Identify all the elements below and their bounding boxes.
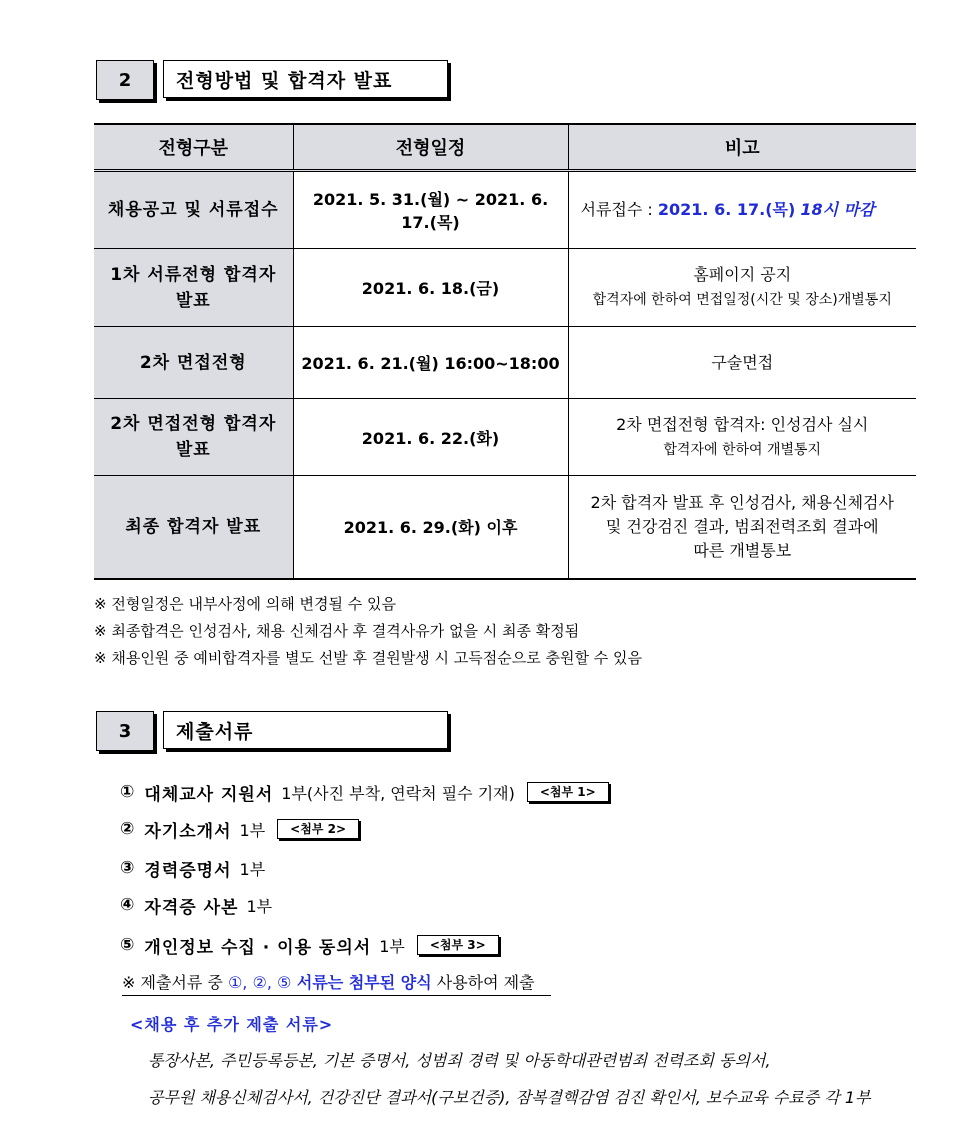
- table-header-row: [94, 124, 916, 171]
- schedule-table: [94, 123, 916, 580]
- remarks-cell: 서류접수 : 2021. 6. 17.(목) 18시 마감: [568, 171, 916, 249]
- submission-note: [122, 970, 551, 996]
- stage-cell: 1차 서류전형 합격자 발표: [94, 249, 293, 327]
- document-count: 1부: [379, 936, 405, 956]
- date-cell: 2021. 6. 18.(금): [293, 249, 568, 327]
- header-stage: 전형구분: [94, 124, 293, 171]
- extra-line: 공무원 채용신체검사서, 건강진단 결과서(구보건증), 잠복결핵감염 검진 확인서, 보수교육 수료증 각 1부: [148, 1088, 871, 1107]
- attachment-badge: <첨부 1>: [527, 782, 609, 802]
- attachment-badge: <첨부 2>: [277, 819, 359, 839]
- note-highlight-numbers: ①, ②, ⑤: [227, 973, 292, 992]
- remarks-cell: 2차 면접전형 합격자: 인성검사 실시 합격자에 한하여 개별통지: [568, 399, 916, 476]
- item-number: ③: [120, 858, 135, 878]
- document-name: 자기소개서: [144, 821, 232, 842]
- header-schedule: 전형일정: [293, 124, 568, 171]
- stage-cell: 2차 면접전형 합격자 발표: [94, 399, 293, 476]
- table-row: [94, 476, 916, 579]
- note-suffix: 사용하여 제출: [431, 973, 535, 992]
- date-cell: 2021. 6. 29.(화) 이후: [293, 476, 568, 579]
- note-line: ※ 최종합격은 인성검사, 채용 신체검사 후 결격사유가 없을 시 최종 확정됨: [94, 622, 580, 640]
- item-number: ②: [120, 819, 135, 839]
- section-3-title: 제출서류: [163, 711, 448, 749]
- attachment-badge: <첨부 3>: [417, 935, 499, 955]
- document-count: 1부: [246, 896, 273, 916]
- document-count: 1부: [239, 859, 266, 879]
- table-row: [94, 171, 916, 249]
- extra-line: 통장사본, 주민등록등본, 기본 증명서, 성범죄 경력 및 아동학대관련범죄 전력조회 동의서,: [148, 1051, 771, 1070]
- note-line: ※ 전형일정은 내부사정에 의해 변경될 수 있음: [94, 595, 396, 613]
- header-remarks: 비고: [568, 124, 916, 171]
- table-row: [94, 249, 916, 327]
- document-name: 경력증명서: [144, 860, 232, 881]
- remarks-cell: 홈페이지 공지 합격자에 한하여 면접일정(시간 및 장소)개별통지: [568, 249, 916, 327]
- document-name: 자격증 사본: [144, 897, 239, 918]
- extra-documents-body: [148, 1042, 870, 1116]
- item-number: ④: [120, 895, 135, 915]
- table-row: [94, 327, 916, 399]
- remarks-cell: 구술면접: [568, 327, 916, 399]
- table-row: [94, 399, 916, 476]
- document-count: 1부: [239, 820, 266, 840]
- extra-documents-title: <채용 후 추가 제출 서류>: [130, 1015, 334, 1034]
- stage-cell: 채용공고 및 서류접수: [94, 171, 293, 249]
- stage-cell: 2차 면접전형: [94, 327, 293, 399]
- documents-list: [120, 776, 609, 966]
- stage-cell: 최종 합격자 발표: [94, 476, 293, 579]
- section-3-number: 3: [96, 711, 154, 751]
- document-name: 대체교사 지원서: [144, 784, 274, 805]
- document-count: 1부(사진 부착, 연락처 필수 기재): [281, 783, 515, 803]
- list-item: [120, 850, 609, 886]
- section-2-number: 2: [96, 60, 154, 100]
- list-item: [120, 776, 609, 808]
- section-2-title: 전형방법 및 합격자 발표: [163, 60, 448, 98]
- item-number: ⑤: [120, 935, 135, 955]
- list-item: [120, 924, 609, 966]
- date-cell: 2021. 5. 31.(월) ~ 2021. 6. 17.(목): [293, 171, 568, 249]
- schedule-notes: [94, 591, 642, 672]
- note-prefix: ※ 제출서류 중: [122, 973, 228, 992]
- note-line: ※ 채용인원 중 예비합격자를 별도 선발 후 결원발생 시 고득점순으로 충원할 수 있음: [94, 649, 642, 667]
- document-name: 개인정보 수집 · 이용 동의서: [144, 937, 372, 958]
- remarks-cell: 2차 합격자 발표 후 인성검사, 채용신체검사 및 건강검진 결과, 범죄전력조회 결과에 따른 개별통보: [568, 476, 916, 579]
- date-cell: 2021. 6. 21.(월) 16:00~18:00: [293, 327, 568, 399]
- list-item: [120, 808, 609, 850]
- list-item: [120, 886, 609, 924]
- note-highlight-text: 서류는 첨부된 양식: [291, 973, 432, 992]
- date-cell: 2021. 6. 22.(화): [293, 399, 568, 476]
- item-number: ①: [120, 782, 135, 802]
